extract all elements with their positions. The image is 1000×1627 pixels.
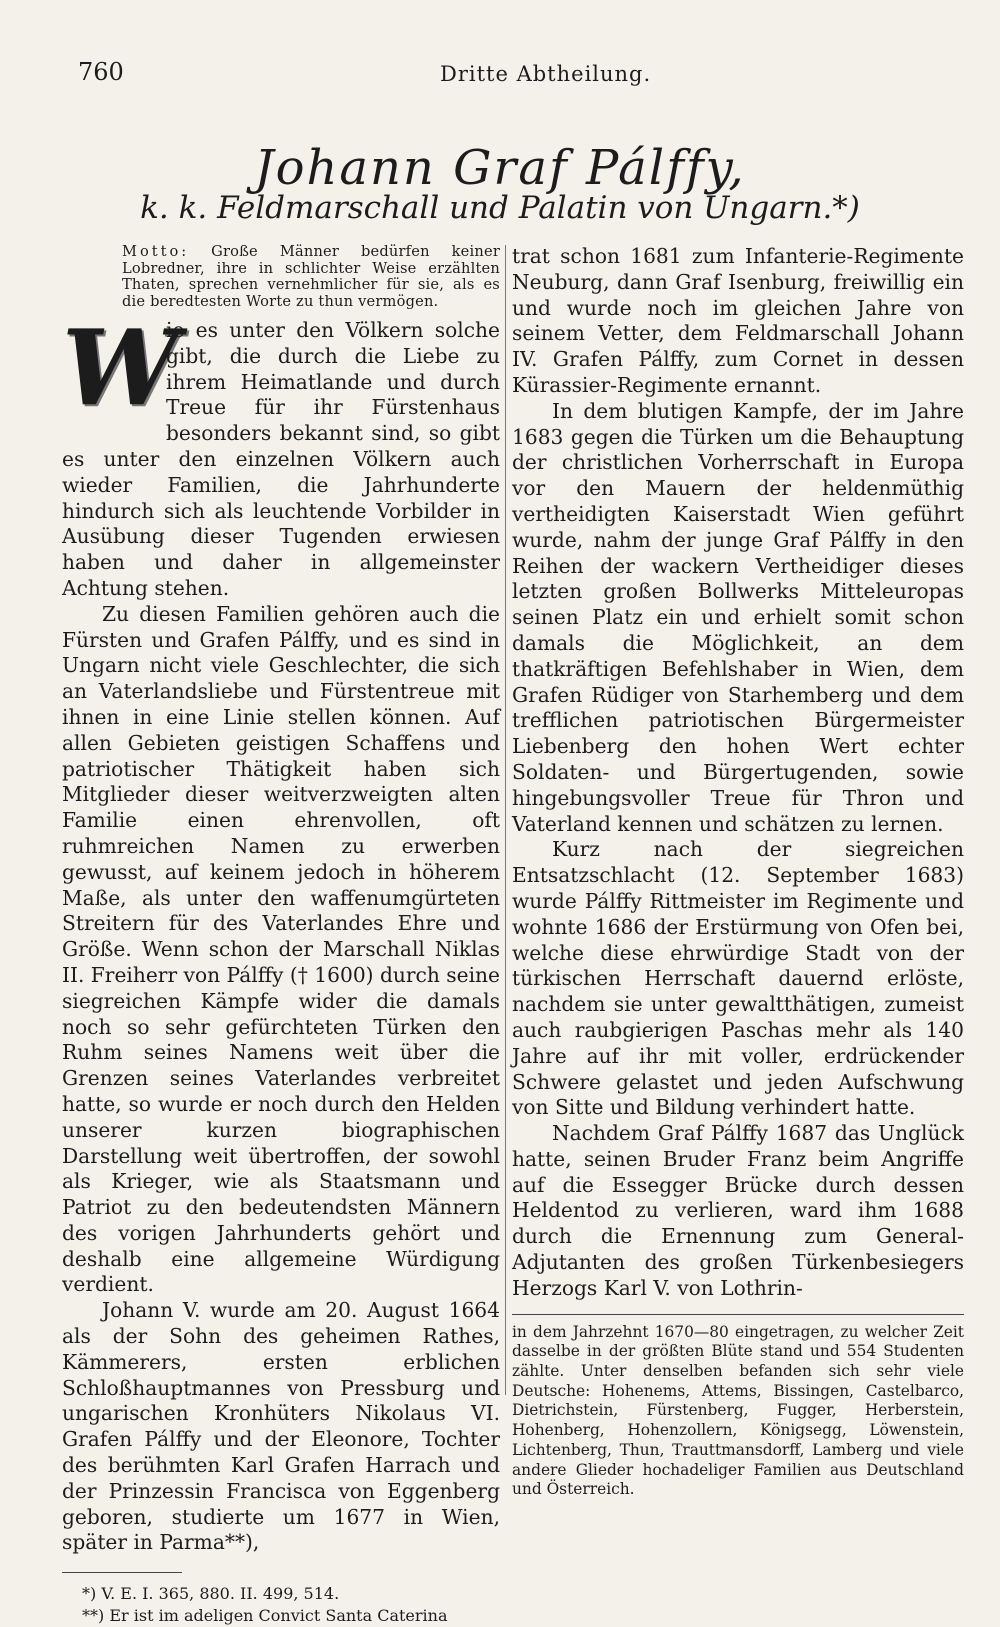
paragraph: Johann V. wurde am 20. August 1664 als der Sohn des geheimen Rathes, Kämmerers, ersten erblichen Schloßhauptmannes von Pressburg und ungarischen Kronhüters Nikolaus VI. Grafen Pálffy und der Eleonore, Tochter des berühmten Karl Grafen Harrach und der Prinzessin Francisca von Eggenberg geboren, studierte um 1677 in Wien, später in Parma**),	[62, 1298, 500, 1555]
paragraph: Nachdem Graf Pálffy 1687 das Unglück hatte, seinen Bruder Franz beim Angriffe auf die Essegger Brücke durch dessen Heldentod zu verlieren, ward ihm 1688 durch die Ernennung zum General-Adjutanten des großen Türkenbesiegers Herzogs Karl V. von Lothrin-	[512, 1121, 964, 1300]
paragraph: ie es unter den Völkern solche gibt, die durch die Liebe zu ihrem Heimatlande und durch Treue für ihr Fürstenhaus besonders bekannt sind, so gibt es unter den einzelnen Völkern auch wieder Familien, die Jahrhunderte hindurch sich als leuchtende Vorbilder in Ausübung dieser Tugenden erwiesen haben und daher in allgemeinster Achtung stehen.	[62, 318, 500, 600]
decorative-initial: W	[62, 306, 179, 429]
footnote: **) Er ist im adeligen Convict Santa Caterina	[82, 1606, 448, 1626]
right-column	[512, 244, 964, 1500]
footnote: *) V. E. I. 365, 880. II. 499, 514.	[82, 1584, 340, 1604]
paragraph: Zu diesen Familien gehören auch die Fürsten und Grafen Pálffy, und es sind in Ungarn nicht viele Geschlechter, die sich an Vaterlandsliebe und Fürstentreue mit ihnen in eine Linie stellen können. Auf allen Gebieten geistigen Schaffens und patriotischer Thätigkeit haben sich Mitglieder dieser weitverzweigten alten Familie einen ehrenvollen, oft ruhmreichen Namen zu erwerben gewusst, auf keinem jedoch in höherem Maße, als unter den waffenumgürteten Streitern für des Vaterlandes Ehre und Größe. Wenn schon der Marschall Niklas II. Freiherr von Pálffy († 1600) durch seine siegreichen Kämpfe wider die damals noch so sehr gefürchteten Türken den Ruhm seines Namens weit über die Grenzen seines Vaterlandes verbreitet hatte, so wurde er noch durch den Helden unserer kurzen biographischen Darstellung weit übertroffen, der sowohl als Krieger, wie als Staatsmann und Patriot zu den bedeutendsten Männern des vorigen Jahrhunderts gehört und deshalb eine allgemeine Würdigung verdient.	[62, 601, 500, 1297]
column-divider	[505, 245, 506, 1395]
article-title: Johann Graf Pálffy,	[254, 140, 746, 196]
left-column	[62, 244, 500, 1627]
paragraph: In dem blutigen Kampfe, der im Jahre 1683 gegen die Türken um die Behauptung der christlichen Vorherrschaft in Europa vor den Mauern der heldenmüthig vertheidigten Kaiserstadt Wien geführt wurde, nahm der junge Graf Pálffy in den Reihen der wackern Vertheidiger dieses letzten großen Bollwerks Mitteleuropas seinen Platz ein und erhielt somit schon damals die Möglichkeit, an dem thatkräftigen Befehlshaber in Wien, dem Grafen Rüdiger von Starhemberg und dem trefflichen patriotischen Bürgermeister Liebenberg den hohen Wert echter Soldaten- und Bürgertugenden, sowie hingebungsvoller Treue für Thron und Vaterland kennen und schätzen zu lernen.	[512, 398, 964, 836]
running-head: Dritte Abtheilung.	[440, 62, 652, 86]
page-number: 760	[78, 58, 124, 86]
paragraph: trat schon 1681 zum Infanterie-Regimente Neuburg, dann Graf Isenburg, freiwillig ein und wurde noch im gleichen Jahre von seinem Vetter, dem Feldmarschall Johann IV. Grafen Pálffy, zum Cornet in dessen Kürassier-Regimente ernannt.	[512, 244, 964, 397]
article-subtitle: k. k. Feldmarschall und Palatin von Ungarn.*)	[140, 190, 860, 226]
footnote-continuation: in dem Jahrzehnt 1670—80 eingetragen, zu welcher Zeit dasselbe in der größten Blüte stand und 554 Studenten zählte. Unter denselben befanden sich sehr viele Deutsche: Hohenems, Attems, Bissingen, Castelbarco, Dietrichstein, Fürstenberg, Fugger, Herberstein, Hohenberg, Hohenzollern, Königsegg, Löwenstein, Lichtenberg, Thun, Trauttmansdorff, Lamberg und viele andere Glieder hochadeliger Familien aus Deutschland und Österreich.	[512, 1322, 964, 1499]
paragraph: Kurz nach der siegreichen Entsatzschlacht (12. September 1683) wurde Pálffy Rittmeister im Regimente und wohnte 1686 der Erstürmung von Ofen bei, welche diese ehrwürdige Stadt von der türkischen Herrschaft dauernd erlöste, nachdem sie unter gewaltthätigen, zumeist auch raubgierigen Paschas mehr als 140 Jahre auf ihr mit voller, erdrückender Schwere gelastet und jeden Aufschwung von Sitte und Bildung verhindert hatte.	[512, 837, 964, 1120]
footnote-rule	[62, 1572, 182, 1573]
opening-paragraph	[62, 306, 500, 602]
motto	[62, 244, 500, 310]
footnote-rule	[512, 1314, 964, 1315]
motto-label: Motto:	[122, 243, 190, 260]
motto-text: Große Männer bedürfen keiner Lobredner, ihre in schlichter Weise erzählten Thaten, sprechen vernehmlicher für sie, als es die beredtesten Worte zu thun vermögen.	[122, 243, 500, 310]
